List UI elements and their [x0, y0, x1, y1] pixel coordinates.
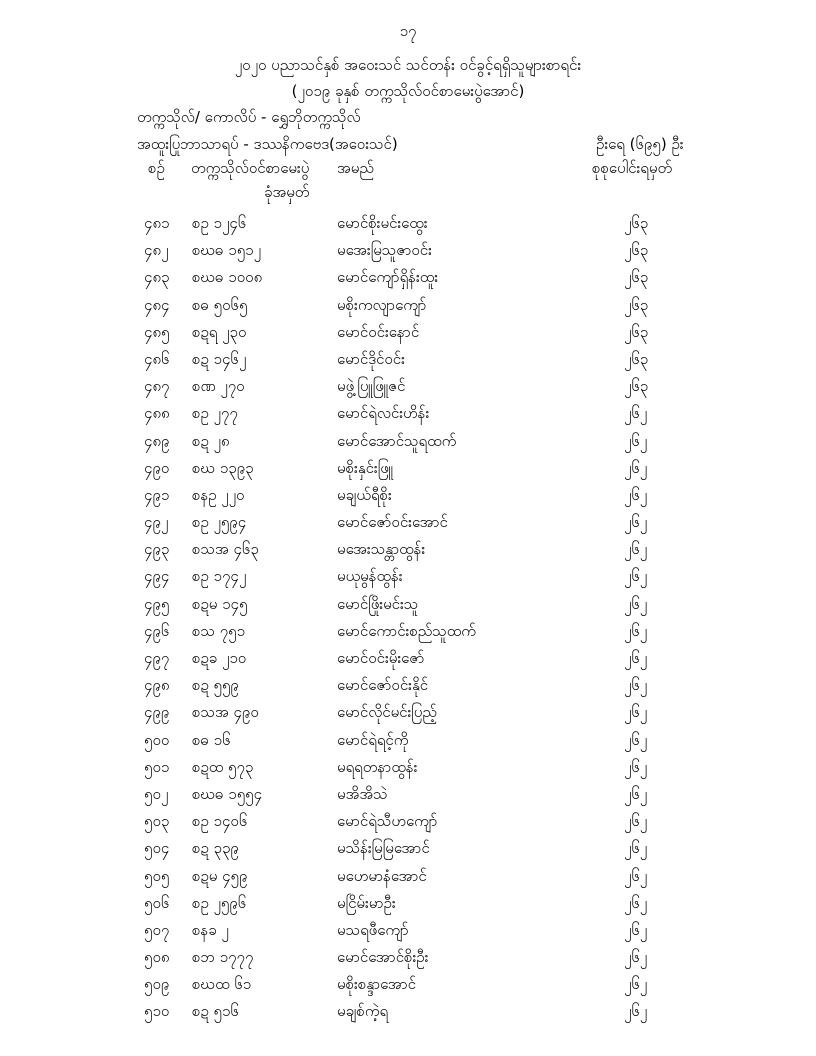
table-row [0, 292, 816, 319]
table-row [0, 971, 816, 998]
total-mark: ၂၆၂ [624, 404, 648, 423]
table-row [0, 808, 816, 835]
row-number: ၅၀၅ [144, 866, 170, 885]
row-number: ၄၈၄ [144, 295, 170, 314]
table-row [0, 563, 816, 590]
table-row [0, 645, 816, 672]
roll-number: စဍမ ၁၄၅ [192, 594, 248, 613]
roll-number: စဍ ၅၅၉ [192, 676, 239, 695]
table-row [0, 917, 816, 944]
student-name: မောင်အောင်သူရထက် [337, 431, 457, 450]
total-mark: ၂၆၂ [624, 458, 648, 477]
row-number: ၅၀၃ [144, 812, 170, 831]
roll-number: စဓ ၁၆ [192, 730, 231, 749]
table-row [0, 672, 816, 699]
row-number: ၅၀၈ [144, 948, 170, 967]
student-name: မောင်ကောင်းစည်သူထက် [337, 621, 476, 640]
roll-number: စဓ ၅၀၆၅ [192, 295, 248, 314]
row-number: ၅၀၁ [144, 757, 170, 776]
roll-number: စဘ ၁၇၇၇ [192, 948, 254, 967]
roll-number: စသအ ၄၉၀ [192, 703, 259, 722]
roll-number: စဍ ၁၄၆၂ [192, 349, 247, 368]
roll-number: စဍမ ၄၅၉ [192, 866, 248, 885]
roll-number: စနခ ၂ [192, 920, 229, 939]
student-name: မောင်ဒိုင်ဝင်း [337, 349, 405, 368]
table-row [0, 699, 816, 726]
table-row [0, 319, 816, 346]
roll-number: စသအ ၄၆၃ [192, 540, 259, 559]
row-number: ၄၈၇ [144, 377, 170, 396]
student-name: မချစ်ကဲ့ရ [337, 1002, 389, 1021]
roll-number: စသ ၇၅၁ [192, 621, 246, 640]
roll-number: စဍ ၅၁၆ [192, 1002, 239, 1021]
row-number: ၅၀၂ [144, 784, 169, 803]
total-mark: ၂၆၂ [624, 513, 648, 532]
roll-number: စဍ ၃၃၉ [192, 839, 239, 858]
student-name: မငြိမ်းမာဦး [337, 893, 396, 912]
row-number: ၄၈၅ [144, 322, 170, 341]
university-line: တက္ကသိုလ်/ ကောလိပ် - ရွှေဘိုတက္ကသိုလ် [137, 108, 361, 126]
row-number: ၄၉၇ [144, 649, 170, 667]
student-name: မောင်ဖြိုးမင်းသူ [337, 594, 419, 613]
table-row [0, 890, 816, 917]
total-count: ဦးရေ (၆၉၅) ဦး [596, 135, 684, 153]
total-mark: ၂၆၂ [624, 431, 648, 450]
total-mark: ၂၆၂ [624, 866, 648, 885]
roll-number: စဍရ ၂၃၀ [192, 322, 247, 341]
roll-number: စဃဓ ၁၀၀၈ [192, 268, 263, 287]
row-number: ၄၉၈ [144, 676, 170, 695]
row-number: ၅၀၆ [144, 893, 170, 912]
roll-number: စဥ ၂၇၇ [192, 404, 238, 423]
total-mark: ၂၆၂ [624, 621, 648, 640]
total-mark: ၂၆၂ [624, 485, 648, 504]
total-mark: ၂၆၃ [624, 214, 649, 232]
roll-number: စဍထ ၅၇၃ [192, 757, 254, 776]
header-mark: စုစုပေါင်းရမှတ် [592, 159, 673, 177]
roll-number: စဥ ၁၂၄၆ [192, 214, 247, 232]
row-number: ၅၁၀ [144, 1002, 170, 1021]
roll-number: စဥ ၂၅၉၆ [192, 893, 247, 912]
student-name: မရရတနာထွန်း [337, 757, 418, 776]
student-name: မဟေမာနံအောင် [337, 866, 427, 885]
roll-number: စဃ ၁၃၉၃ [192, 458, 254, 477]
row-number: ၄၉၆ [144, 621, 170, 640]
table-row [0, 237, 816, 264]
student-name: မသရဖီကျော် [337, 920, 409, 939]
student-name: မသိန်းမြမြအောင် [337, 839, 430, 858]
total-mark: ၂၆၂ [624, 975, 648, 994]
student-name: မချယ်ရီစိုး [337, 485, 392, 504]
roll-number: စဥ ၁၄၀၆ [192, 812, 248, 831]
table-row [0, 863, 816, 890]
document-title: ၂၀၂၀ ပညာသင်နှစ် အဝေးသင် သင်တန်း ဝင်ခွင့်ရရှိသူများစာရင်း [234, 56, 582, 74]
table-row [0, 482, 816, 509]
student-name: မောင်ဇော်ဝင်းနိုင် [337, 676, 429, 695]
total-mark: ၂၆၂ [624, 948, 648, 967]
row-number: ၅၀၄ [144, 839, 170, 858]
roll-number: စဍခ ၂၁၀ [192, 649, 247, 667]
total-mark: ၂၆၂ [624, 730, 648, 749]
table-row [0, 428, 816, 455]
row-number: ၄၉၂ [144, 513, 169, 532]
row-number: ၄၈၁ [144, 214, 170, 232]
row-number: ၄၉၅ [144, 594, 170, 613]
total-mark: ၂၆၃ [624, 268, 649, 287]
roll-number: စဏ ၂၇၀ [192, 377, 245, 396]
table-row [0, 998, 816, 1025]
table-row [0, 754, 816, 781]
student-name: မောင်လိုင်မင်းပြည့် [337, 703, 437, 722]
total-mark: ၂၆၂ [624, 567, 648, 586]
student-name: မောင်ဝင်းမိုးဇော် [337, 649, 425, 667]
page-number: ၁၇ [399, 22, 417, 40]
roll-number: စဃဓ ၁၅၅၄ [192, 784, 263, 803]
student-name: မယုမွန်ထွန်း [337, 567, 403, 586]
student-name: မအေးသန္တာထွန်း [337, 540, 426, 559]
row-number: ၄၈၈ [144, 404, 170, 423]
student-name: မောင်ရဲသီဟကျော် [337, 812, 438, 831]
table-row [0, 835, 816, 862]
header-name: အမည် [337, 159, 374, 177]
row-number: ၄၉၄ [144, 567, 170, 586]
header-roll-line2: ခုံအမှတ် [264, 183, 310, 201]
row-number: ၄၈၆ [144, 349, 170, 368]
table-row [0, 346, 816, 373]
row-number: ၄၉၉ [144, 703, 170, 722]
total-mark: ၂၆၂ [624, 649, 648, 667]
total-mark: ၂၆၂ [624, 1002, 648, 1021]
student-name: မအိအိသဲ [337, 784, 388, 803]
roll-number: စဍ ၂၈ [192, 431, 230, 450]
table-row [0, 727, 816, 754]
student-name: မဖွဲ့ပြူဖြူဇင် [337, 377, 406, 396]
header-roll: တက္ကသိုလ်ဝင်စာမေးပွဲ [191, 159, 310, 177]
row-number: ၅၀၉ [144, 975, 170, 994]
roll-number: စဃဓ ၁၅၁၂ [192, 241, 261, 260]
major-line: အထူးပြုဘာသာရပ် - ဒဿနိကဗေဒ(အဝေးသင်) [137, 135, 398, 153]
table-row [0, 455, 816, 482]
total-mark: ၂၆၂ [624, 757, 648, 776]
student-name: မောင်ဇော်ဝင်းအောင် [337, 513, 448, 532]
total-mark: ၂၆၃ [624, 295, 649, 314]
table-row [0, 781, 816, 808]
total-mark: ၂၆၂ [624, 920, 648, 939]
table-row [0, 618, 816, 645]
document-subtitle: (၂၀၁၉ ခုနှစ် တက္ကသိုလ်ဝင်စာမေးပွဲအောင်) [291, 82, 525, 100]
total-mark: ၂၆၂ [624, 893, 648, 912]
roll-number: စဥ ၂၅၉၄ [192, 513, 247, 532]
student-name: မစိုးကလျာကျော် [337, 295, 427, 314]
row-number: ၄၉၀ [144, 458, 170, 477]
row-number: ၅၀၇ [144, 920, 170, 939]
row-number: ၄၈၉ [144, 431, 170, 450]
row-number: ၄၉၁ [144, 485, 170, 504]
table-row [0, 400, 816, 427]
table-row [0, 210, 816, 237]
roll-number: စဃထ ၆၁ [192, 975, 252, 994]
total-mark: ၂၆၂ [624, 540, 648, 559]
row-number: ၄၉၃ [144, 540, 170, 559]
student-name: မောင်ဝင်းနောင် [337, 322, 420, 341]
total-mark: ၂၆၃ [624, 322, 649, 341]
roll-number: စဥ ၁၇၄၂ [192, 567, 247, 586]
row-number: ၅၀၀ [144, 730, 170, 749]
student-name: မစိုးစန္ဒာအောင် [337, 975, 416, 994]
total-mark: ၂၆၃ [624, 241, 649, 260]
roll-number: စနဥ ၂၂၀ [192, 485, 245, 504]
total-mark: ၂၆၂ [624, 703, 648, 722]
table-row [0, 536, 816, 563]
student-name: မောင်အောင်စိုးဦး [337, 948, 429, 967]
header-no: စဉ် [148, 159, 165, 177]
student-name: မောင်ကျော်ရှိန်းထူး [337, 268, 439, 287]
table-row [0, 264, 816, 291]
total-mark: ၂၆၃ [624, 377, 649, 396]
table-row [0, 373, 816, 400]
student-name: မောင်ရဲရင့်ကို [337, 730, 409, 749]
student-name: မောင်စိုးမင်းထွေး [337, 214, 428, 232]
results-list [0, 210, 816, 1026]
student-name: မောင်ရဲလင်းဟိန်း [337, 404, 430, 423]
total-mark: ၂၆၂ [624, 839, 648, 858]
table-row [0, 944, 816, 971]
student-name: မစိုးနှင်းဖြူ [337, 458, 394, 477]
total-mark: ၂၆၂ [624, 594, 648, 613]
total-mark: ၂၆၃ [624, 349, 649, 368]
row-number: ၄၈၃ [144, 268, 170, 287]
row-number: ၄၈၂ [144, 241, 169, 260]
student-name: မအေးမြသူဇာဝင်း [337, 241, 432, 260]
table-row [0, 509, 816, 536]
total-mark: ၂၆၂ [624, 812, 648, 831]
total-mark: ၂၆၂ [624, 676, 648, 695]
table-row [0, 591, 816, 618]
total-mark: ၂၆၂ [624, 784, 648, 803]
